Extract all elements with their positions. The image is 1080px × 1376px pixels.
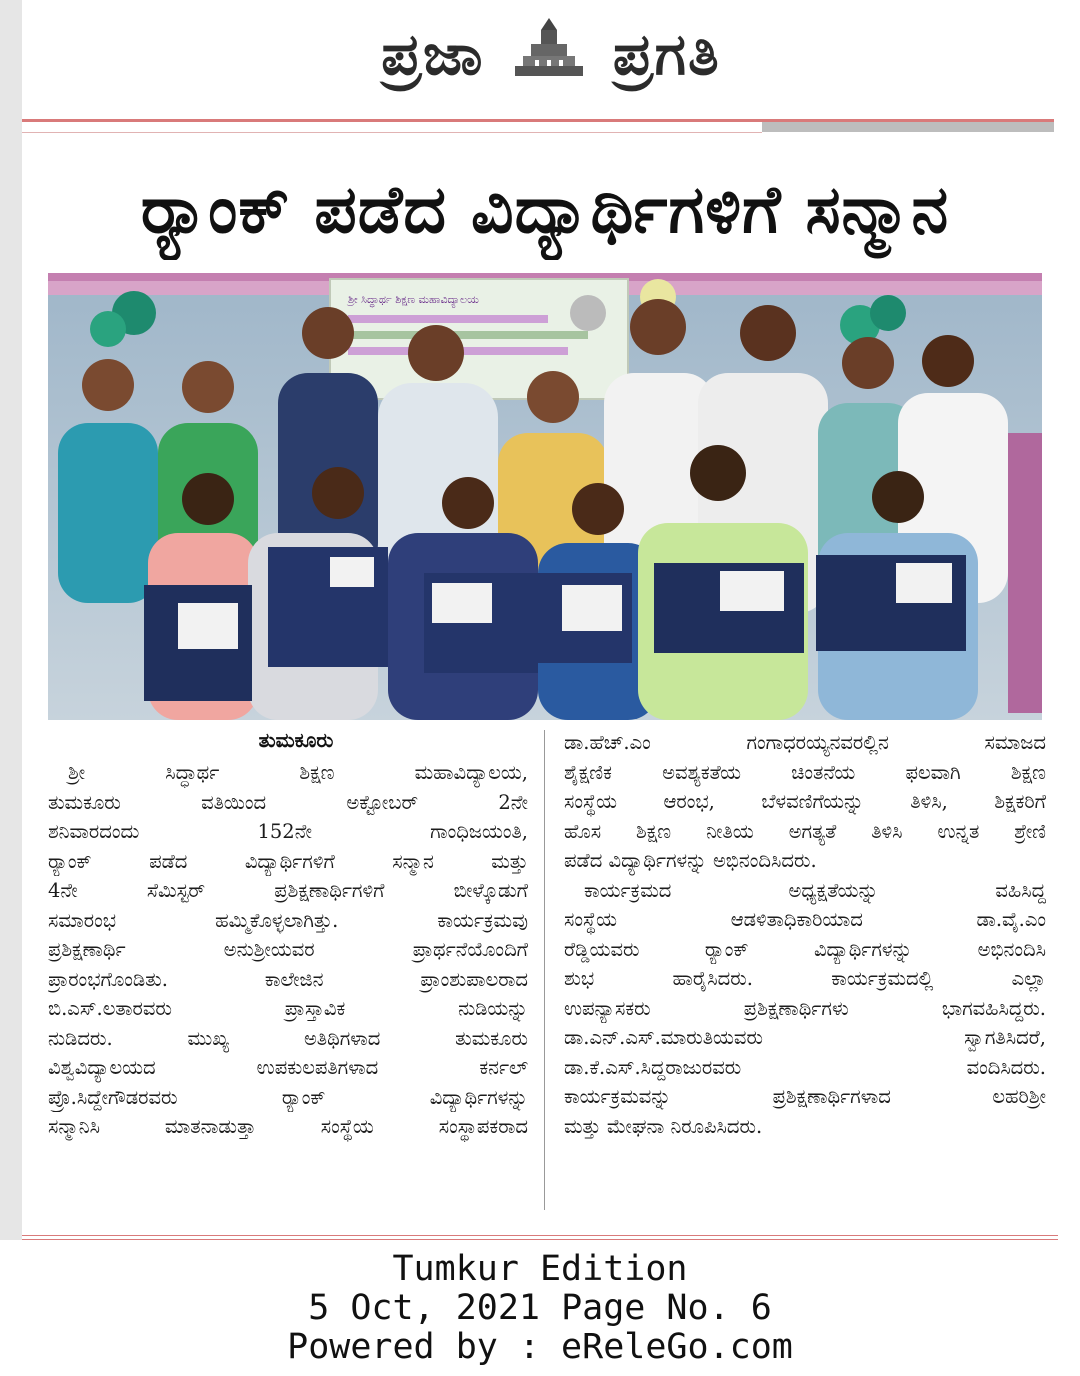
article-column-left: [48, 758, 528, 1142]
article-line: ಮತ್ತು ಮೇಘನಾ ನಿರೂಪಿಸಿದರು.: [564, 1114, 763, 1138]
powered-by: Powered by : eReleGo.com: [287, 1327, 793, 1367]
footer-rule-2: [22, 1239, 1058, 1240]
article-line: ಕಾರ್ಯಕ್ರಮವನ್ನು ಪ್ರಶಿಕ್ಷಣಾರ್ಥಿಗಳಾದ ಲಹರಿಶ್ರೀ: [564, 1085, 1046, 1108]
column-divider: [544, 730, 545, 1210]
article-line: ಬಿ.ಎಸ್.ಲತಾರವರು ಪ್ರಾಸ್ತಾವಿಕ ನುಡಿಯನ್ನು: [48, 997, 528, 1020]
article-line: ಪಡೆದ ವಿದ್ಯಾರ್ಥಿಗಳನ್ನು ಅಭಿನಂದಿಸಿದರು.: [564, 849, 817, 872]
masthead: [22, 0, 1080, 118]
logo-text-left: ಪ್ರಜಾ: [381, 20, 485, 88]
article-photo: [48, 273, 1042, 720]
article-line: ಪ್ರಾರಂಭಗೊಂಡಿತು. ಕಾಲೇಜಿನ ಪ್ರಾಂಶುಪಾಲರಾದ: [48, 967, 528, 991]
article-line: ತುಮಕೂರು ವತಿಯಿಂದ ಅಕ್ಟೋಬರ್ 2ನೇ: [48, 790, 528, 814]
newspaper-logo: [22, 14, 1080, 94]
article-line: ಸಂಸ್ಥೆಯ ಆಡಳಿತಾಧಿಕಾರಿಯಾದ ಡಾ.ವೈ.ಎಂ: [564, 908, 1046, 931]
banner-text: ಶ್ರೀ ಸಿದ್ಧಾರ್ಥ ಶಿಕ್ಷಣ ಮಹಾವಿದ್ಯಾಲಯ: [348, 293, 479, 306]
article-line: ನುಡಿದರು. ಮುಖ್ಯ ಅತಿಥಿಗಳಾದ ತುಮಕೂರು: [48, 1026, 528, 1050]
article-line: ಕಾರ್ಯಕ್ರಮದ ಅಧ್ಯಕ್ಷತೆಯನ್ನು ವಹಿಸಿದ್ದ: [584, 878, 1046, 902]
header-grey-bar: [762, 122, 1054, 132]
article-line: ಶ್ರೀ ಸಿದ್ಧಾರ್ಥ ಶಿಕ್ಷಣ ಮಹಾವಿದ್ಯಾಲಯ,: [68, 761, 528, 784]
article-column-right: [564, 728, 1046, 1141]
article-line: ಉಪನ್ಯಾಸಕರು ಪ್ರಶಿಕ್ಷಣಾರ್ಥಿಗಳು ಭಾಗವಹಿಸಿದ್ದರು.: [564, 996, 1046, 1020]
article-line: ಡಾ.ಹೆಚ್.ಎಂ ಗಂಗಾಧರಯ್ಯನವರಲ್ಲಿನ ಸಮಾಜದ: [564, 731, 1046, 754]
article-dateline: ತುಮಕೂರು: [258, 728, 334, 752]
article-headline: ರ್‍ಯಾಂಕ್ ಪಡೆದ ವಿದ್ಯಾರ್ಥಿಗಳಿಗೆ ಸನ್ಮಾನ: [140, 171, 950, 248]
edition-footer: [0, 1250, 1080, 1367]
article-line: ಶನಿವಾರದಂದು 152ನೇ ಗಾಂಧಿಜಯಂತಿ,: [48, 820, 528, 843]
article-line: ಪ್ರಶಿಕ್ಷಣಾರ್ಥಿ ಅನುಶ್ರೀಯವರ ಪ್ರಾರ್ಥನೆಯೊಂದಿಗೆ: [48, 938, 528, 961]
article-line: ವಿಶ್ವವಿದ್ಯಾಲಯದ ಉಪಕುಲಪತಿಗಳಾದ ಕರ್ನಲ್: [48, 1056, 528, 1079]
article-line: ಪ್ರೊ.ಸಿದ್ದೇಗೌಡರವರು ರ್‍ಯಾಂಕ್ ವಿದ್ಯಾರ್ಥಿಗಳನ್ನು: [48, 1085, 528, 1109]
emblem-icon: [511, 16, 587, 80]
article-line: ಹೊಸ ಶಿಕ್ಷಣ ನೀತಿಯ ಅಗತ್ಯತೆ ತಿಳಿಸಿ ಉನ್ನತ ಶ್ರೇಣಿ: [564, 819, 1046, 843]
article-line: ಡಾ.ಎನ್.ಎಸ್.ಮಾರುತಿಯವರು ಸ್ವಾಗತಿಸಿದರೆ,: [564, 1026, 1046, 1049]
logo-text-right: ಪ್ರಗತಿ: [612, 20, 721, 88]
edition-date-page: 5 Oct, 2021 Page No. 6: [308, 1288, 772, 1328]
page-margin-strip: [0, 0, 22, 1240]
group-photo-illustration: [48, 273, 1042, 720]
article-line: ರ್‍ಯಾಂಕ್ ಪಡೆದ ವಿದ್ಯಾರ್ಥಿಗಳಿಗೆ ಸನ್ಮಾನ ಮತ್ತು: [48, 849, 528, 873]
header-thin-rule: [22, 132, 762, 133]
article-line: ರೆಡ್ಡಿಯವರು ರ್‍ಯಾಂಕ್ ವಿದ್ಯಾರ್ಥಿಗಳನ್ನು ಅಭಿನಂದಿಸಿ: [564, 937, 1046, 961]
article-line: ಸಮಾರಂಭ ಹಮ್ಮಿಕೊಳ್ಳಲಾಗಿತ್ತು. ಕಾರ್ಯಕ್ರಮವು: [48, 908, 528, 932]
article-line: ಶುಭ ಹಾರೈಸಿದರು. ಕಾರ್ಯಕ್ರಮದಲ್ಲಿ ಎಲ್ಲಾ: [564, 967, 1046, 990]
footer-rule: [22, 1235, 1058, 1236]
article-line: ಸಂಸ್ಥೆಯ ಆರಂಭ, ಬೆಳವಣಿಗೆಯನ್ನು ತಿಳಿಸಿ, ಶಿಕ್ಷಕರಿಗೆ: [564, 790, 1046, 813]
article-line: 4ನೇ ಸೆಮಿಸ್ಟರ್ ಪ್ರಶಿಕ್ಷಣಾರ್ಥಿಗಳಿಗೆ ಬೀಳ್ಕೊಡುಗೆ: [48, 879, 528, 902]
edition-name: Tumkur Edition: [392, 1249, 688, 1289]
article-line: ಸನ್ಮಾನಿಸಿ ಮಾತನಾಡುತ್ತಾ ಸಂಸ್ಥೆಯ ಸಂಸ್ಥಾಪಕರಾದ: [48, 1115, 528, 1138]
article-line: ಡಾ.ಕೆ.ಎಸ್.ಸಿದ್ದರಾಜುರವರು ವಂದಿಸಿದರು.: [564, 1055, 1046, 1079]
article-line: ಶೈಕ್ಷಣಿಕ ಅವಶ್ಯಕತೆಯ ಚಿಂತನೆಯ ಫಲವಾಗಿ ಶಿಕ್ಷಣ: [564, 760, 1046, 784]
